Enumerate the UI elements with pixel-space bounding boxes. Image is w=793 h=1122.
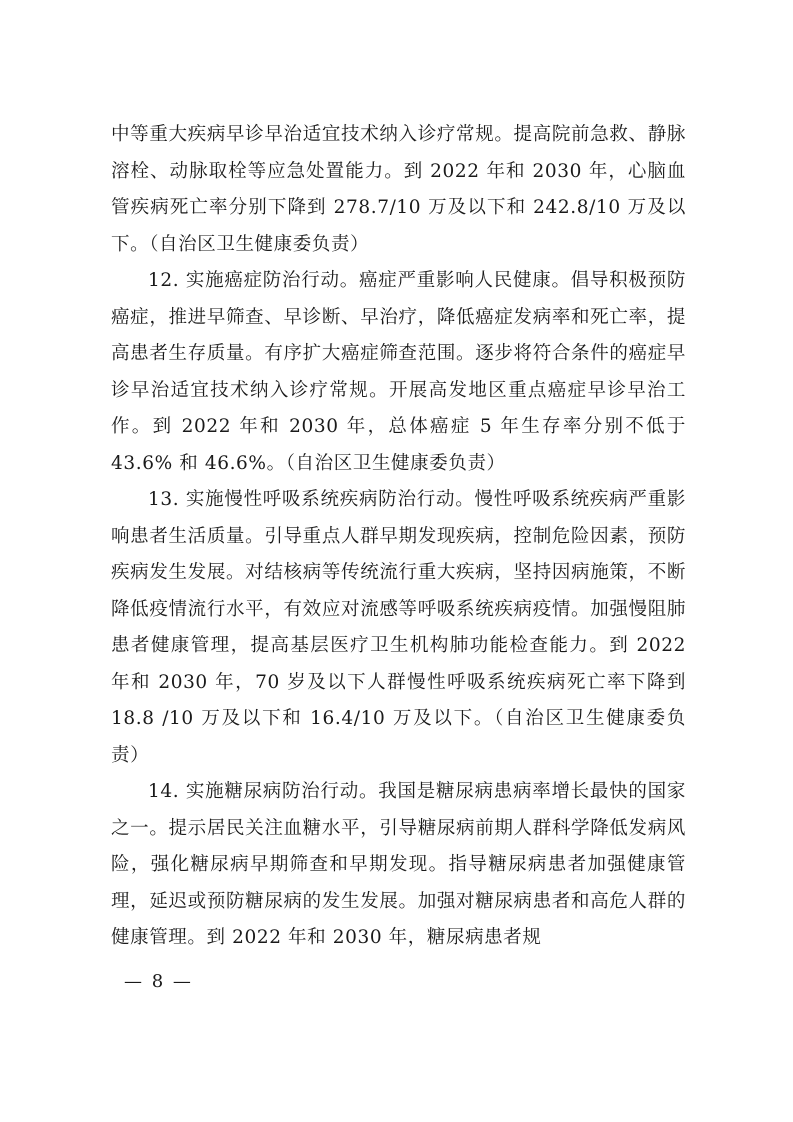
page-number: — 8 — xyxy=(124,971,193,992)
paragraph-continuation: 中等重大疾病早诊早治适宜技术纳入诊疗常规。提高院前急救、静脉溶栓、动脉取栓等应急处置能力。到 2022 年和 2030 年，心脑血管疾病死亡率分别下降到 278.7/10 万及以下和 242.8/10 万及以下。（自治区卫生健康委负责） xyxy=(111,124,686,255)
document-body xyxy=(111,117,686,957)
paragraph-respiratory-disease: 13. 实施慢性呼吸系统疾病防治行动。慢性呼吸系统疾病严重影响患者生活质量。引导重点人群早期发现疾病，控制危险因素，预防疾病发生发展。对结核病等传统流行重大疾病，坚持因病施策，不断降低疫情流行水平，有效应对流感等呼吸系统疾病疫情。加强慢阻肺患者健康管理，提高基层医疗卫生机构肺功能检查能力。到 2022 年和 2030 年，70 岁及以下人群慢性呼吸系统疾病死亡率下降到 18.8 /10 万及以下和 16.4/10 万及以下。（自治区卫生健康委负责） xyxy=(111,489,686,766)
paragraph-cancer-prevention: 12. 实施癌症防治行动。癌症严重影响人民健康。倡导积极预防癌症，推进早筛查、早诊断、早治疗，降低癌症发病率和死亡率，提高患者生存质量。有序扩大癌症筛查范围。逐步将符合条件的癌症早诊早治适宜技术纳入诊疗常规。开展高发地区重点癌症早诊早治工作。到 2022 年和 2030 年，总体癌症 5 年生存率分别不低于 43.6% 和 46.6%。（自治区卫生健康委负责） xyxy=(111,270,686,474)
paragraph-diabetes-prevention: 14. 实施糖尿病防治行动。我国是糖尿病患病率增长最快的国家之一。提示居民关注血糖水平，引导糖尿病前期人群科学降低发病风险，强化糖尿病早期筛查和早期发现。指导糖尿病患者加强健康管理，延迟或预防糖尿病的发生发展。加强对糖尿病患者和高危人群的健康管理。到 2022 年和 2030 年，糖尿病患者规 xyxy=(111,781,686,948)
